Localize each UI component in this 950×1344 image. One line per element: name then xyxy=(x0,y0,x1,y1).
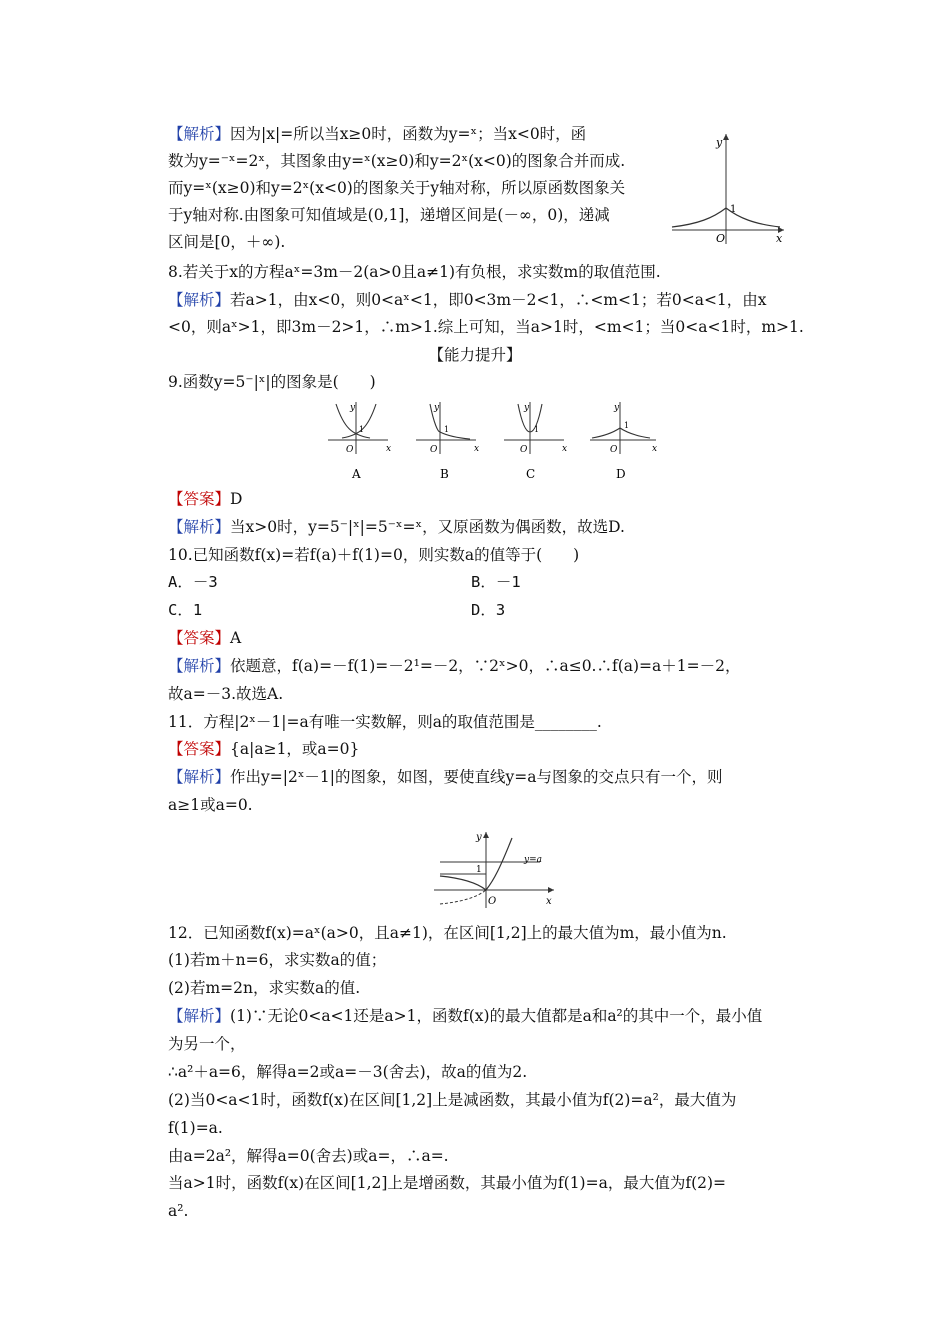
analysis-tag: 【解析】 xyxy=(168,291,231,309)
svg-text:O: O xyxy=(610,445,618,455)
q12-part-2: (2)若m=2n，求实数a的值. xyxy=(168,979,361,997)
q9-option-c: C xyxy=(526,467,536,481)
q11-answer: 【答案】{a|a≥1，或a=0} xyxy=(168,740,360,758)
q11-graph xyxy=(430,828,560,912)
q10-option-b: B．－1 xyxy=(471,573,521,591)
svg-text:1: 1 xyxy=(534,425,540,434)
q12-analysis-line-6: 由a=2a²，解得a=0(舍去)或a=，∴a=. xyxy=(168,1147,449,1165)
q9-option-a: A xyxy=(352,467,361,481)
q11-stem: 11．方程|2ˣ－1|=a有唯一实数解，则a的取值范围是________. xyxy=(168,713,602,731)
q12-stem: 12．已知函数f(x)=aˣ(a>0，且a≠1)，在区间[1,2]上的最大值为m，最小值为n. xyxy=(168,924,727,942)
answer-tag: 【答案】 xyxy=(168,490,231,508)
svg-text:1: 1 xyxy=(624,421,630,430)
q12-part-1: (1)若m＋n=6，求实数a的值； xyxy=(168,951,387,969)
q10-answer: 【答案】A xyxy=(168,629,242,647)
q9-option-b: B xyxy=(440,467,449,481)
q12-analysis-line-4: (2)当0<a<1时，函数f(x)在区间[1,2]上是减函数，其最小值为f(2)=a²，最大值为 xyxy=(168,1091,737,1109)
q9-stem: 9.函数y=5⁻|ˣ|的图象是( ) xyxy=(168,373,376,391)
y-axis-label: y xyxy=(476,832,482,843)
analysis-tag: 【解析】 xyxy=(168,657,231,675)
section-title: 【能力提升】 xyxy=(428,346,522,364)
q7-analysis-line-4: 于y轴对称.由图象可知值域是(0,1]，递增区间是(－∞，0)，递减 xyxy=(168,206,610,224)
q9-graph-b xyxy=(416,402,479,481)
q10-analysis-line-1: 【解析】依题意，f(a)=－f(1)=－2¹=－2，∵2ˣ>0，∴a≤0.∴f(a)=a＋1=－2， xyxy=(168,657,741,675)
q7-analysis-line-3: 而y=ˣ(x≥0)和y=2ˣ(x<0)的图象关于y轴对称，所以原函数图象关 xyxy=(168,179,626,197)
y-axis-label: y xyxy=(716,136,723,149)
x-axis-label: x xyxy=(546,896,552,907)
svg-text:y: y xyxy=(524,403,530,413)
q9-answer: 【答案】D xyxy=(168,490,243,508)
q12-analysis-line-5: f(1)=a. xyxy=(168,1119,223,1137)
q12-analysis-line-8: a². xyxy=(168,1202,189,1220)
q10-analysis-line-2: 故a=－3.故选A. xyxy=(168,685,284,703)
q12-analysis-line-3: ∴a²＋a=6，解得a=2或a=－3(舍去)，故a的值为2. xyxy=(168,1063,528,1081)
line-label: y=a xyxy=(524,855,542,865)
q12-analysis-line-2: 为另一个， xyxy=(168,1035,246,1053)
q7-graph xyxy=(668,130,788,248)
svg-text:O: O xyxy=(520,445,528,455)
analysis-tag: 【解析】 xyxy=(168,1007,231,1025)
svg-text:y: y xyxy=(614,403,620,413)
q9-graph-a xyxy=(328,402,391,481)
q7-analysis-line-1: 【解析】因为|x|=所以当x≥0时，函数为y=ˣ；当x<0时，函 xyxy=(168,125,587,143)
q8-analysis-line-2: <0，则aˣ>1，即3m－2>1，∴m>1.综上可知，当a>1时，<m<1；当0<a<1时，m>1. xyxy=(168,318,804,336)
q9-option-graphs xyxy=(322,398,662,486)
q9-graph-c xyxy=(504,402,567,481)
q9-option-d: D xyxy=(616,467,626,481)
answer-tag: 【答案】 xyxy=(168,740,231,758)
q10-stem: 10.已知函数f(x)=若f(a)＋f(1)=0，则实数a的值等于( ) xyxy=(168,546,580,564)
origin-label: O xyxy=(488,896,497,907)
q8-stem: 8.若关于x的方程aˣ=3m－2(a>0且a≠1)有负根，求实数m的取值范围. xyxy=(168,263,661,281)
origin-label: O xyxy=(716,232,726,245)
svg-text:O: O xyxy=(346,445,354,455)
answer-tag: 【答案】 xyxy=(168,629,231,647)
svg-text:y: y xyxy=(434,403,440,413)
svg-text:x: x xyxy=(386,444,392,454)
one-label: 1 xyxy=(730,204,737,215)
q7-analysis-line-2: 数为y=⁻ˣ=2ˣ，其图象由y=ˣ(x≥0)和y=2ˣ(x<0)的图象合并而成. xyxy=(168,152,626,170)
svg-text:O: O xyxy=(430,445,438,455)
svg-text:x: x xyxy=(562,444,568,454)
q12-analysis-line-1: 【解析】(1)∵无论0<a<1还是a>1，函数f(x)的最大值都是a和a²的其中一个，最小值 xyxy=(168,1007,763,1025)
one-label: 1 xyxy=(476,865,482,875)
svg-text:x: x xyxy=(652,444,658,454)
svg-text:1: 1 xyxy=(359,425,365,434)
q7-analysis-line-5: 区间是[0，＋∞). xyxy=(168,233,286,251)
analysis-tag: 【解析】 xyxy=(168,518,231,536)
q8-analysis-line-1: 【解析】若a>1，由x<0，则0<aˣ<1，即0<3m－2<1，∴<m<1；若0<a<1，由x xyxy=(168,291,767,309)
analysis-tag: 【解析】 xyxy=(168,768,231,786)
x-axis-label: x xyxy=(776,232,783,245)
q9-analysis: 【解析】当x>0时，y=5⁻|ˣ|=5⁻ˣ=ˣ，又原函数为偶函数，故选D. xyxy=(168,518,625,536)
analysis-tag: 【解析】 xyxy=(168,125,231,143)
q10-option-a: A．－3 xyxy=(168,573,218,591)
q11-analysis-line-2: a≥1或a=0. xyxy=(168,796,253,814)
svg-text:1: 1 xyxy=(444,425,450,434)
q12-analysis-line-7: 当a>1时，函数f(x)在区间[1,2]上是增函数，其最小值为f(1)=a，最大值为f(2)= xyxy=(168,1174,727,1192)
q11-analysis-line-1: 【解析】作出y=|2ˣ－1|的图象，如图，要使直线y=a与图象的交点只有一个，则 xyxy=(168,768,723,786)
svg-text:x: x xyxy=(474,444,480,454)
q9-graph-d xyxy=(590,402,657,481)
q10-option-d: D．3 xyxy=(471,601,506,619)
svg-text:y: y xyxy=(350,403,356,413)
q10-option-c: C．1 xyxy=(168,601,203,619)
